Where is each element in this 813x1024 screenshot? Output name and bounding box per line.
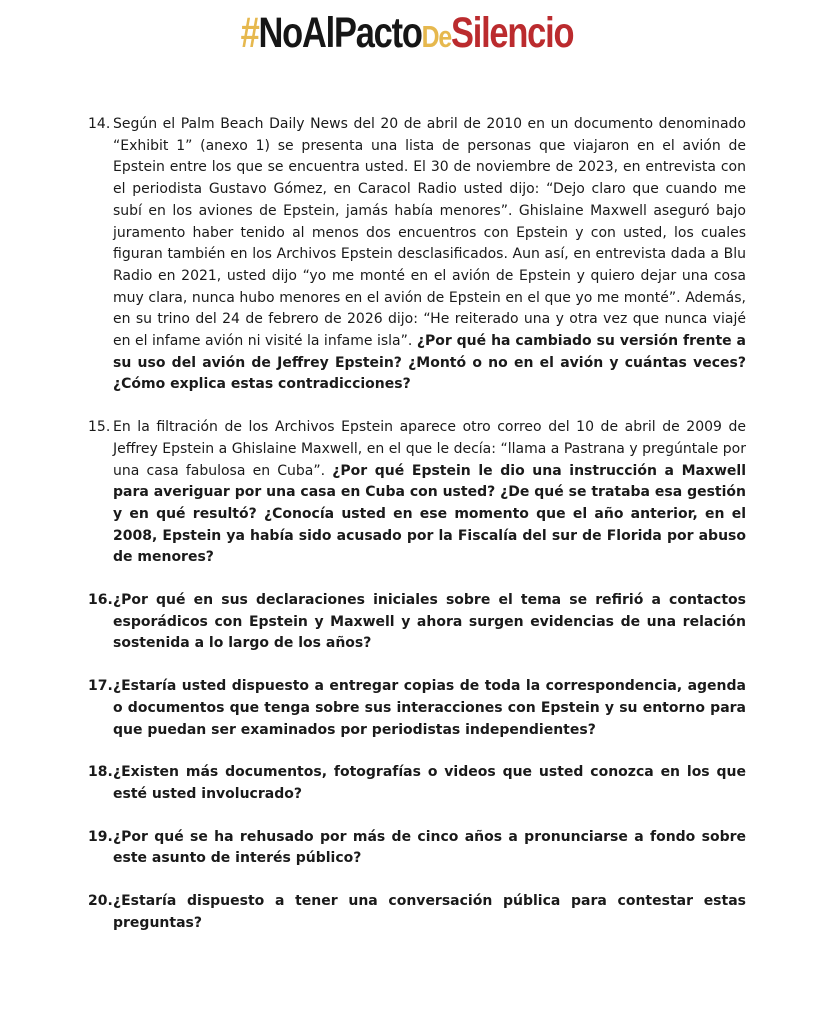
- question-number: 18.: [88, 764, 113, 781]
- question-highlight: ¿Por qué ha cambiado su versión frente a su uso del avión de Jeffrey Epstein? ¿Montó o no en el avión y cuántas veces? ¿Cómo explica estas contradicciones?: [113, 333, 747, 393]
- question-number: 20.: [88, 893, 113, 910]
- question-highlight: ¿Estaría dispuesto a tener una conversación pública para contestar estas preguntas?: [113, 893, 746, 931]
- question-item-17: [88, 676, 746, 741]
- question-body: En la filtración de los Archivos Epstein aparece otro correo del 10 de abril de 2009 de Jeffrey Epstein a Ghislaine Maxwell, en el que le decía: “llama a Pastrana y pregúntale por una casa fabulosa en Cuba”.: [113, 419, 746, 479]
- question-text: [113, 417, 746, 569]
- question-text: [113, 590, 746, 655]
- question-highlight: ¿Por qué se ha rehusado por más de cinco años a pronunciarse a fondo sobre este asunto de interés público?: [113, 828, 746, 867]
- question-number: 16.: [88, 592, 113, 609]
- logo-de: De: [421, 19, 451, 54]
- logo-hashtag: #: [240, 9, 259, 57]
- question-number: 17.: [88, 678, 113, 695]
- question-text: [113, 114, 746, 396]
- question-highlight: ¿Por qué en sus declaraciones iniciales sobre el tema se refirió a contactos esporádicos con Epstein y Maxwell y ahora surgen evidencias de una relación sostenida a lo largo de los años?: [113, 592, 746, 652]
- campaign-logo-text: [240, 9, 573, 57]
- question-body: Según el Palm Beach Daily News del 20 de abril de 2010 en un documento denominado “Exhibit 1” (anexo 1) se presenta una lista de personas que viajaron en el avión de Epstein entre los que se encuentra usted. El 30 de noviembre de 2023, en entrevista con el periodista Gustavo Gómez, en Caracol Radio usted dijo: “Dejo claro que cuando me subí en los aviones de Epstein, jamás había menores”. Ghislaine Maxwell aseguró bajo juramento haber tenido al menos dos encuentros con Epstein y con usted, los cuales figuran también en los Archivos Epstein desclasificados. Aun así, en entrevista dada a Blu Radio en 2021, usted dijo “yo me monté en el avión de Epstein y quiero dejar una cosa muy clara, nunca hubo menores en el avión de Epstein en el que yo me monté”. Además, en su trino del 24 de febrero de 2026 dijo: “He reiterado una y otra vez que nunca viajé en el infame avión ni visité la infame isla”.: [113, 116, 746, 350]
- question-item-18: [88, 762, 746, 805]
- question-number: 19.: [88, 828, 113, 845]
- question-highlight: ¿Por qué Epstein le dio una instrucción a Maxwell para averiguar por una casa en Cuba con usted? ¿De qué se trataba esa gestión y en qué resultó? ¿Conocía usted en ese momento que el año anterior, en el 2008, Epstein ya había sido acusado por la Fiscalía del sur de Florida por abuso de menores?: [113, 462, 747, 566]
- question-highlight: ¿Existen más documentos, fotografías o videos que usted conozca en los que esté usted involucrado?: [113, 764, 746, 802]
- question-text: [113, 762, 746, 805]
- logo-silencio: Silencio: [450, 9, 573, 57]
- question-highlight: ¿Estaría usted dispuesto a entregar copias de toda la correspondencia, agenda o documentos que tenga sobre sus interacciones con Epstein y su entorno para que puedan ser examinados por periodistas independientes?: [113, 678, 746, 738]
- question-item-16: [88, 590, 746, 655]
- question-item-15: [88, 417, 746, 569]
- questions-list: [88, 114, 746, 956]
- question-number: 14.: [88, 116, 111, 132]
- question-text: [113, 676, 746, 741]
- question-text: [113, 891, 746, 934]
- question-text: [113, 827, 746, 870]
- question-item-14: [88, 114, 746, 396]
- campaign-logo: [0, 9, 813, 57]
- question-item-20: [88, 891, 746, 934]
- question-number: 15.: [88, 419, 111, 436]
- question-item-19: [88, 827, 746, 870]
- logo-noalpacto: NoAlPacto: [258, 9, 422, 57]
